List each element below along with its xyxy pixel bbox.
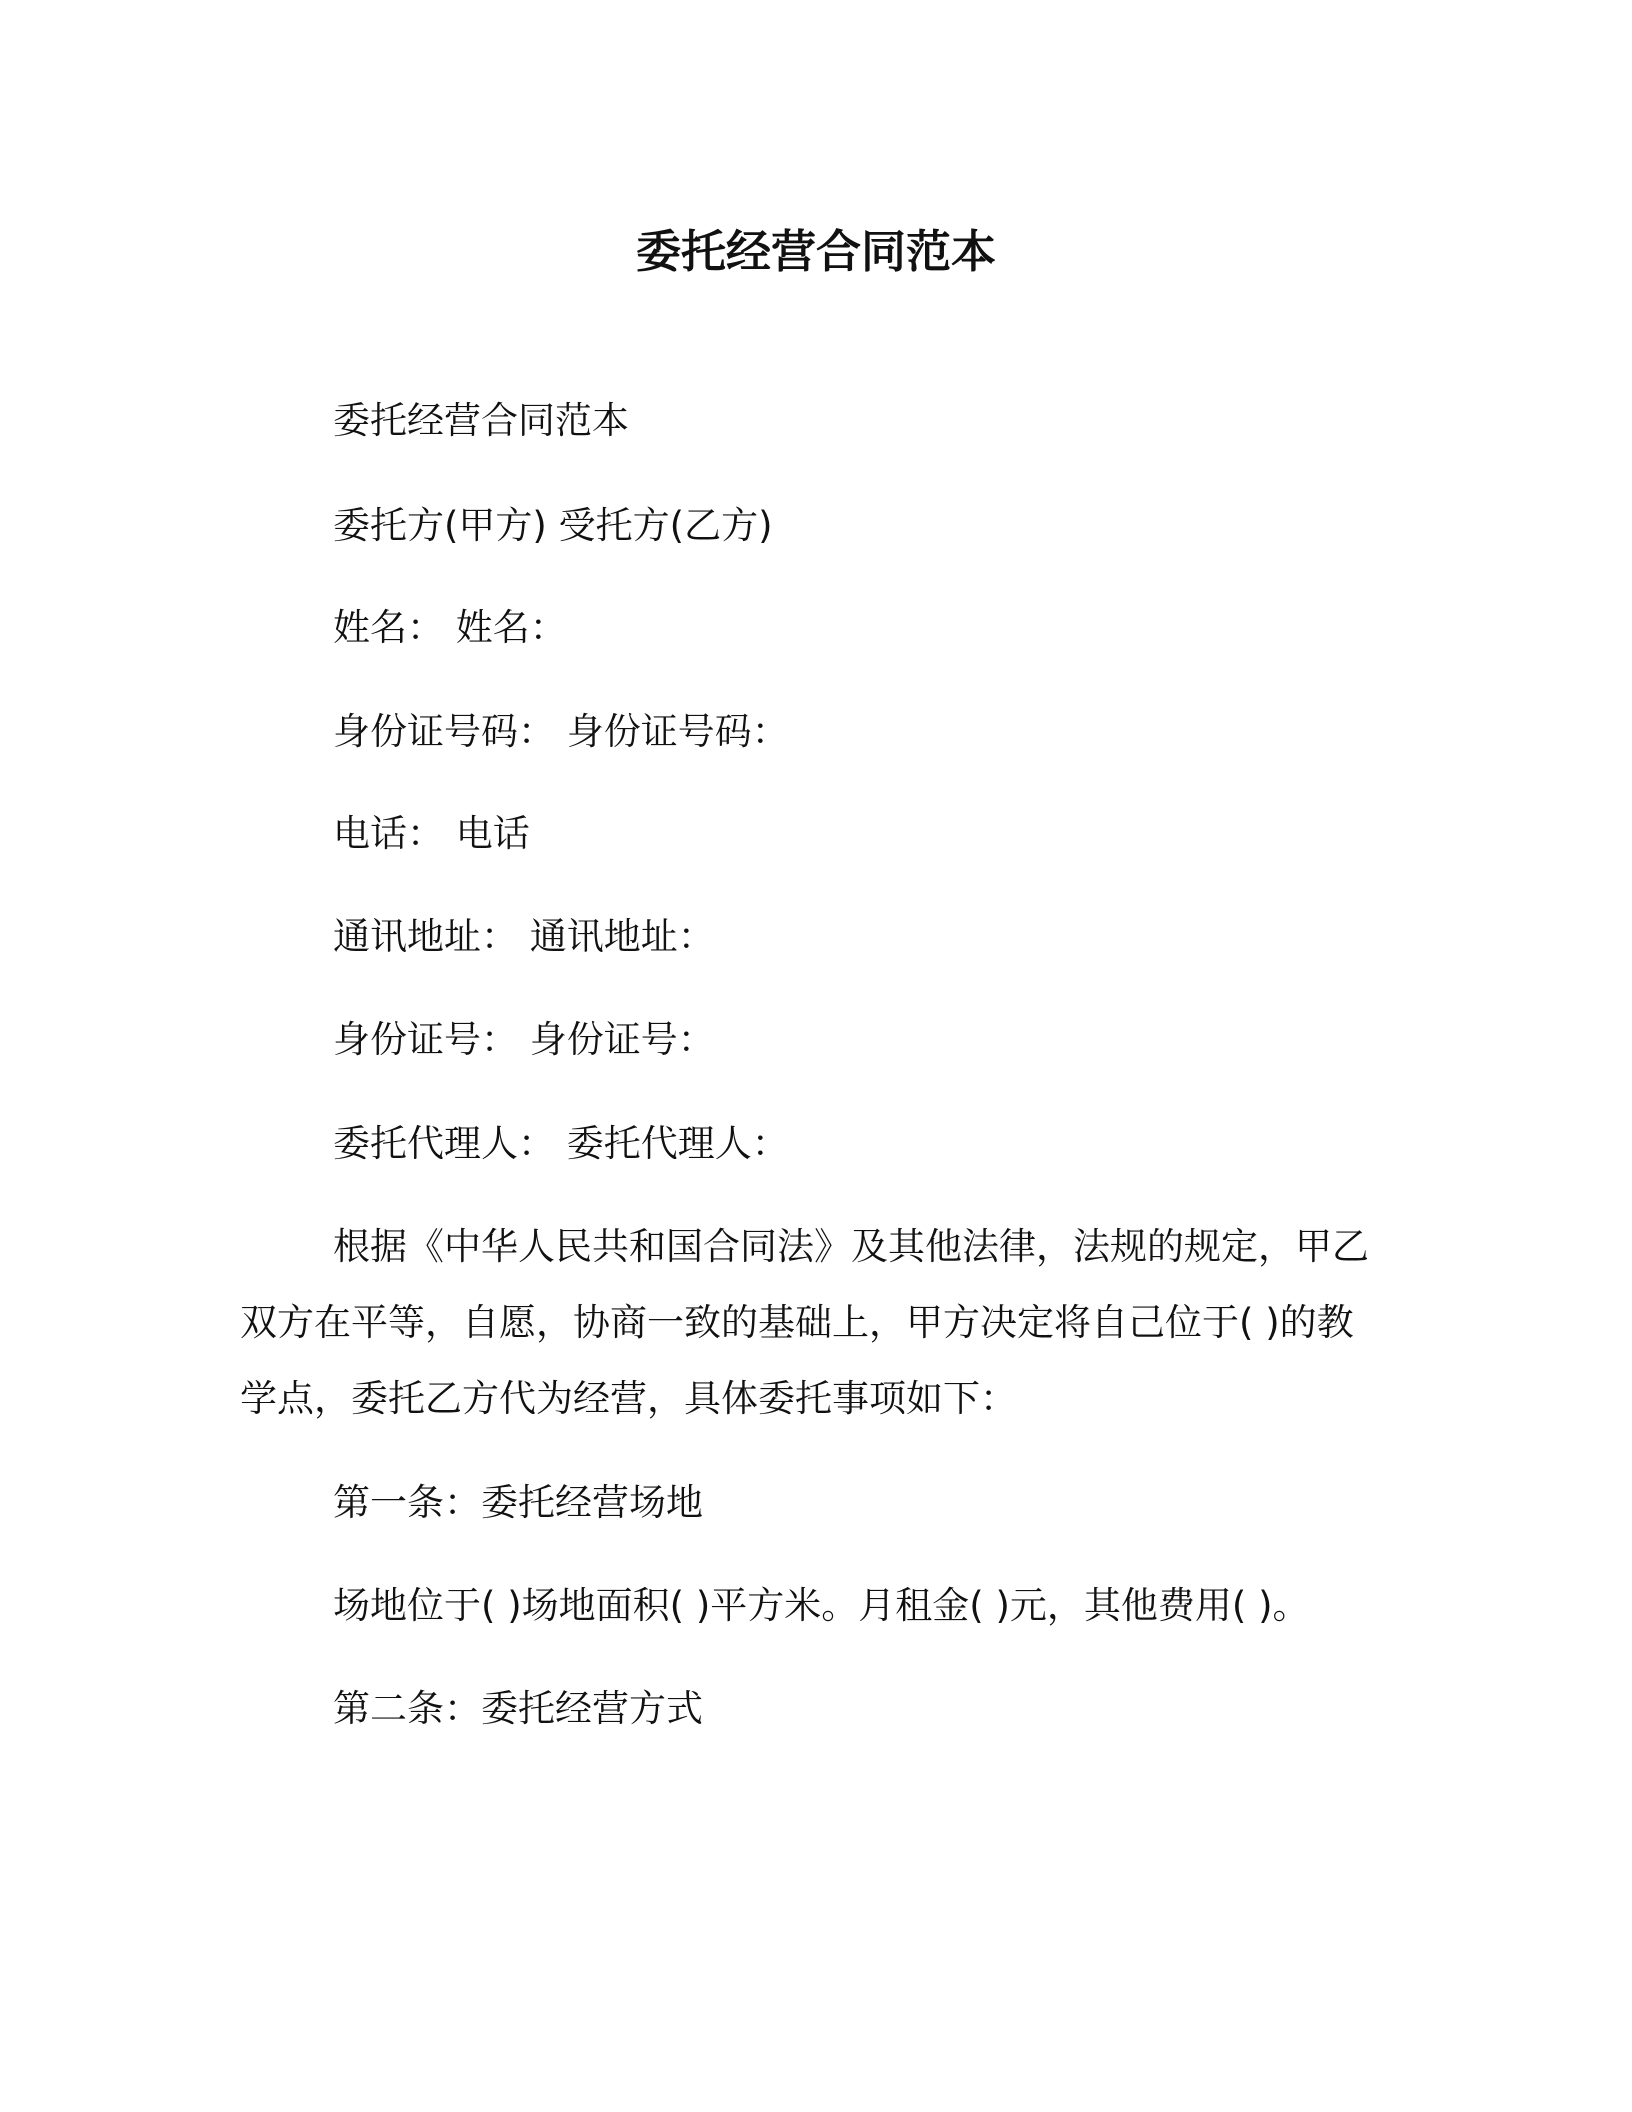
name-line: 姓名： 姓名： — [333, 606, 567, 649]
id-line: 身份证号： 身份证号： — [333, 1018, 715, 1061]
preamble-line: 学点，委托乙方代为经营，具体委托事项如下： — [240, 1377, 1017, 1420]
parties-line: 委托方(甲方) 受托方(乙方) — [333, 504, 773, 547]
preamble-line: 根据《中华人民共和国合同法》及其他法律，法规的规定，甲乙 — [333, 1225, 1369, 1268]
article-1-text: 场地位于( )场地面积( )平方米。月租金( )元，其他费用( )。 — [333, 1584, 1310, 1627]
article-2-heading: 第二条：委托经营方式 — [333, 1687, 703, 1730]
article-1-heading: 第一条：委托经营场地 — [333, 1481, 703, 1524]
document-title: 委托经营合同范本 — [635, 225, 996, 278]
preamble-line: 双方在平等，自愿，协商一致的基础上，甲方决定将自己位于( )的教 — [240, 1301, 1354, 1344]
preamble-paragraph — [240, 1209, 1390, 1437]
id-number-line: 身份证号码： 身份证号码： — [333, 710, 789, 753]
address-line: 通讯地址： 通讯地址： — [333, 915, 715, 958]
subtitle-line: 委托经营合同范本 — [333, 399, 629, 442]
agent-line: 委托代理人： 委托代理人： — [333, 1122, 789, 1165]
phone-line: 电话： 电话 — [333, 812, 530, 855]
